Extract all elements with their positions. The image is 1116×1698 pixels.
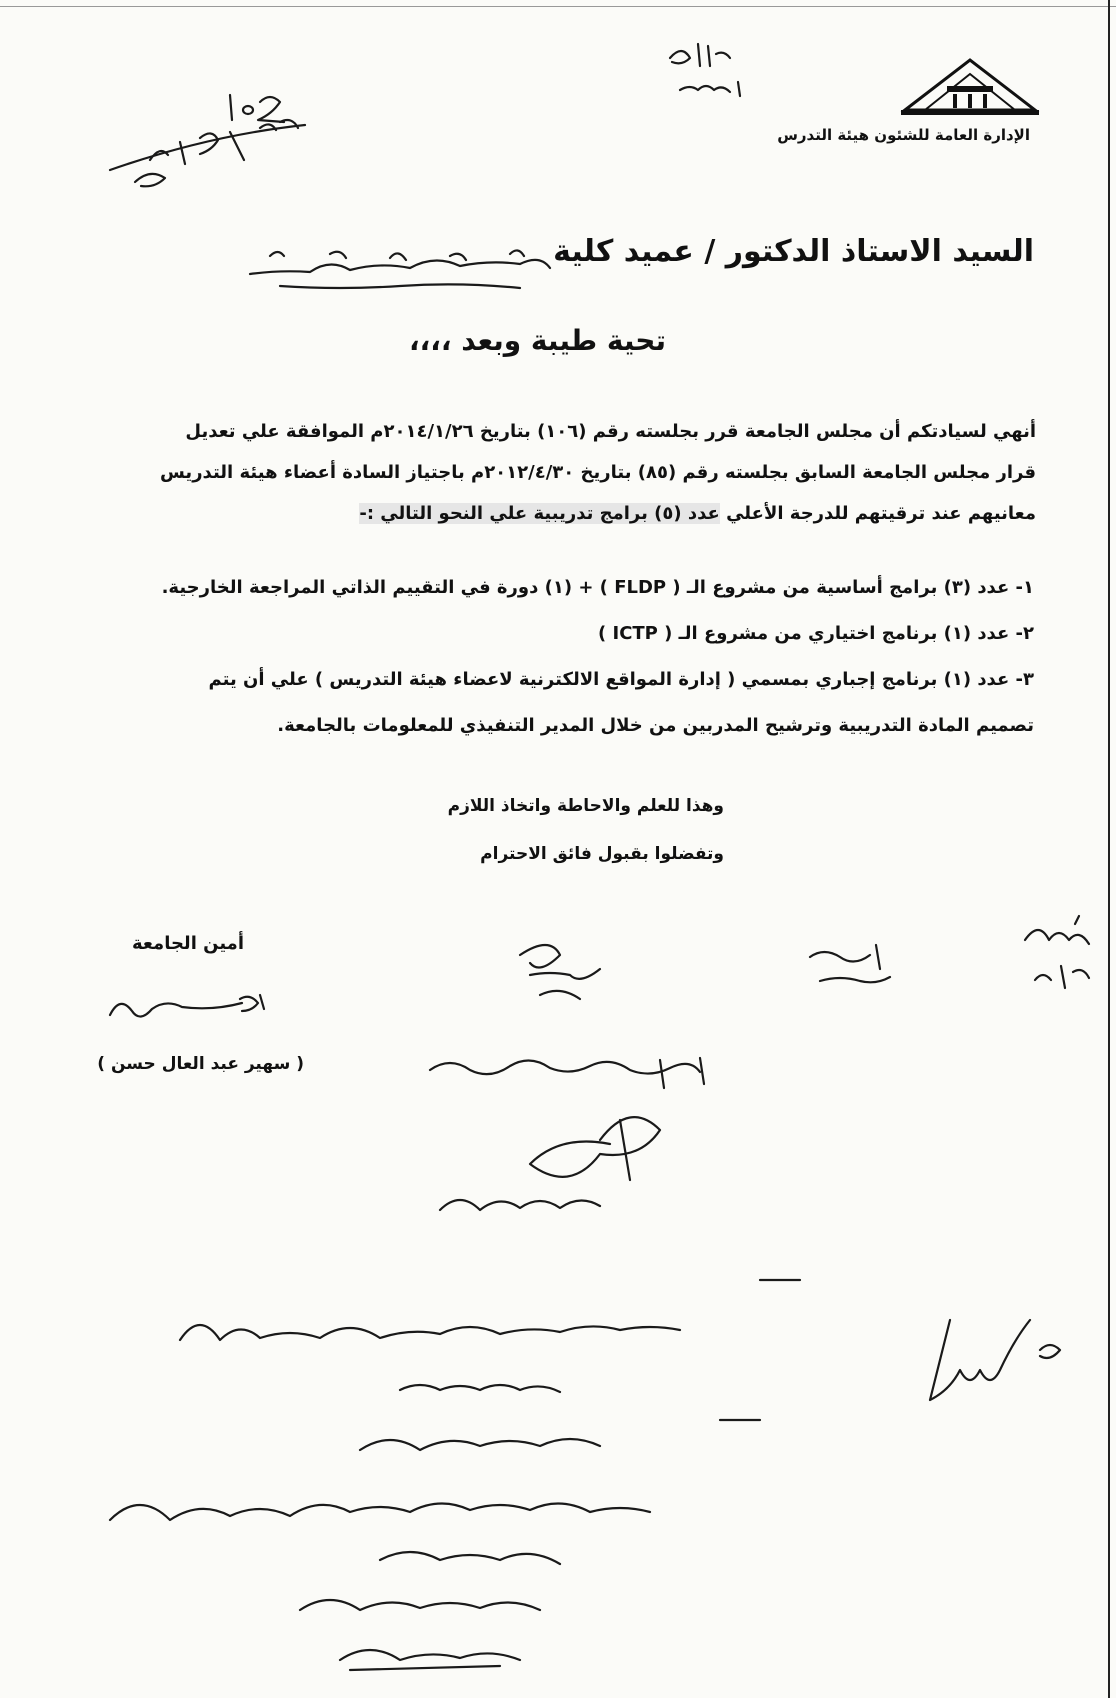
signature-title: أمين الجامعة	[131, 933, 244, 954]
training-items-list	[24, 565, 1034, 749]
body-paragraph	[26, 411, 1036, 534]
list-item: ٣- عدد (١) برنامج إجباري بمسمي ( إدارة المواقع الالكترنية لاعضاء هيئة التدريس ) علي أن يتم	[208, 669, 1034, 690]
highlighted-text: عدد (٥) برامج تدريبية علي النحو التالي :-	[359, 503, 720, 524]
department-name: الإدارة العامة للشئون هيئة التدرس	[777, 126, 1030, 144]
handwritten-dean-note	[420, 1050, 780, 1250]
paragraph-line-2: قرار مجلس الجامعة السابق بجلسته رقم (٨٥) بتاريخ ٢٠١٢/٤/٣٠م باجتياز السادة أعضاء هيئة التدريس	[159, 462, 1036, 483]
university-logo-icon	[895, 52, 1045, 122]
scan-edge-top	[0, 6, 1116, 7]
handwritten-signature-secretary	[100, 985, 280, 1035]
handwritten-date-annotation	[800, 935, 910, 995]
salutation: السيد الاستاذ الدكتور / عميد كلية	[553, 234, 1034, 269]
list-item: ١- عدد (٣) برامج أساسية من مشروع الـ ( FLDP ) + (١) دورة في التقييم الذاتي المراجعة الخارجية.	[161, 577, 1034, 598]
handwritten-right-margin-note	[1015, 910, 1105, 1000]
list-item: ٢- عدد (١) برنامج اختياري من مشروع الـ ( ICTP )	[598, 623, 1034, 644]
paragraph-line-3	[26, 493, 1036, 534]
handwritten-forwarding-note	[100, 1260, 820, 1680]
scan-edge-right	[1108, 0, 1110, 1698]
handwritten-reference-number	[90, 80, 330, 210]
paragraph-line-1: أنهي لسيادتكم أن مجلس الجامعة قرر بجلسته رقم (١٠٦) بتاريخ ٢٠١٤/١/٢٦م الموافقة علي تعديل	[185, 421, 1036, 442]
greeting: تحية طيبة وبعد ،،،،	[408, 324, 666, 357]
paragraph-line-3-text: معانيهم عند ترقيتهم للدرجة الأعلي	[726, 503, 1036, 524]
handwritten-margin-note	[660, 38, 760, 108]
list-item: تصميم المادة التدريبية وترشيح المدربين من خلال المدير التنفيذي للمعلومات بالجامعة.	[277, 715, 1034, 736]
handwritten-faculty-name	[240, 236, 560, 296]
signature-name: ( سهير عبد العال حسن )	[97, 1054, 304, 1074]
closing-text	[124, 782, 724, 878]
handwritten-initials	[500, 935, 610, 1015]
closing-line-1: وهذا للعلم والاحاطة واتخاذ اللازم	[447, 796, 724, 816]
handwritten-signature-lower-right	[910, 1310, 1080, 1430]
closing-line-2: وتفضلوا بقبول فائق الاحترام	[480, 844, 724, 864]
